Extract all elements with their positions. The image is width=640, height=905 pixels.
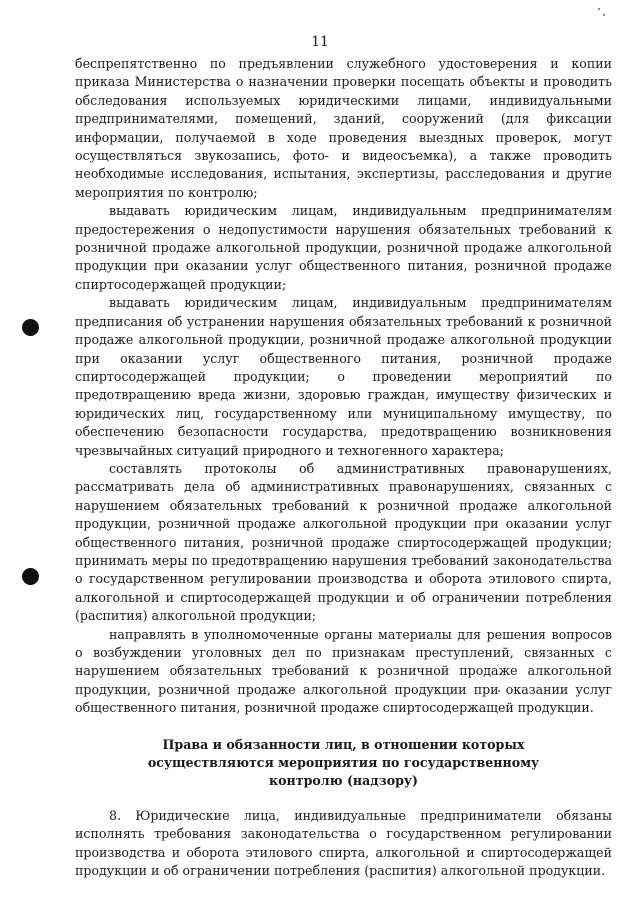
paragraph-protocols: составлять протоколы об административных правонарушениях, рассматривать дела об административных правонарушениях, связанных с нарушением обязательных требований к розничной продаже алкогольной продукции, розничной продаже алкогольной продукции при оказании услуг общественного питания, розничной продаже спиртосодержащей продукции; принимать меры по предотвращению нарушения требований законодательства о государственном регулировании производства и оборота этилового спирта, алкогольной и спиртосодержащей продукции и об ограничении потребления (распития) алкогольной продукции; [75, 460, 612, 624]
paragraph-continuation: беспрепятственно по предъявлении служебного удостоверения и копии приказа Министерства о назначении проверки посещать объекты и проводить обследования используемых юридическими лицами, индивидуальными предпринимателями, помещений, зданий, сооружений (для фиксации информации, получаемой в ходе проведения выездных проверок, могут осуществляться звукозапись, фото- и видеосъемка), а также проводить необходимые исследования, испытания, экспертизы, расследования и другие мероприятия по контролю; [75, 56, 612, 200]
paragraph-referrals: направлять в уполномоченные органы материалы для решения вопросов о возбуждении уголовных дел по признакам преступлений, связанных с нарушением обязательных требований к розничной продаже алкогольной продукции, розничной продаже алкогольной продукции при оказании услуг общественного питания, розничной продаже спиртосодержащей продукции. [75, 626, 612, 716]
paragraph-warnings: выдавать юридическим лицам, индивидуальным предпринимателям предостережения о недопустимости нарушения обязательных требований к розничной продаже алкогольной продукции, розничной продаже алкогольной продукции при оказании услуг общественного питания, розничной продаже спиртосодержащей продукции; [75, 203, 612, 292]
document-body [75, 55, 612, 880]
paragraph-obligations: 8. Юридические лица, индивидуальные предприниматели обязаны исполнять требования законодательства о государственном регулировании производства и оборота этилового спирта, алкогольной и спиртосодержащей продукции и об ограничении потребления (распития) алкогольной продукции. [75, 807, 612, 879]
scan-speck [598, 8, 600, 10]
paragraph-orders: выдавать юридическим лицам, индивидуальным предпринимателям предписания об устранении нарушения обязательных требований к розничной продаже алкогольной продукции, розничной продаже алкогольной продукции при оказании услуг общественного питания, розничной продаже спиртосодержащей продукции; о проведении мероприятий по предотвращению вреда жизни, здоровью граждан, имуществу физических и юридических лиц, государственному или муниципальному имуществу, по обеспечению безопасности государства, предотвращению возникновения чрезвычайных ситуаций природного и техногенного характера; [75, 295, 612, 458]
section-title: Права и обязанности лиц, в отношении которых осуществляются мероприятия по государственному контролю (надзору) [147, 736, 540, 789]
page-number: 11 [311, 34, 329, 50]
punch-hole-icon [22, 319, 39, 336]
scan-speck [603, 14, 605, 16]
punch-hole-icon [22, 568, 39, 585]
